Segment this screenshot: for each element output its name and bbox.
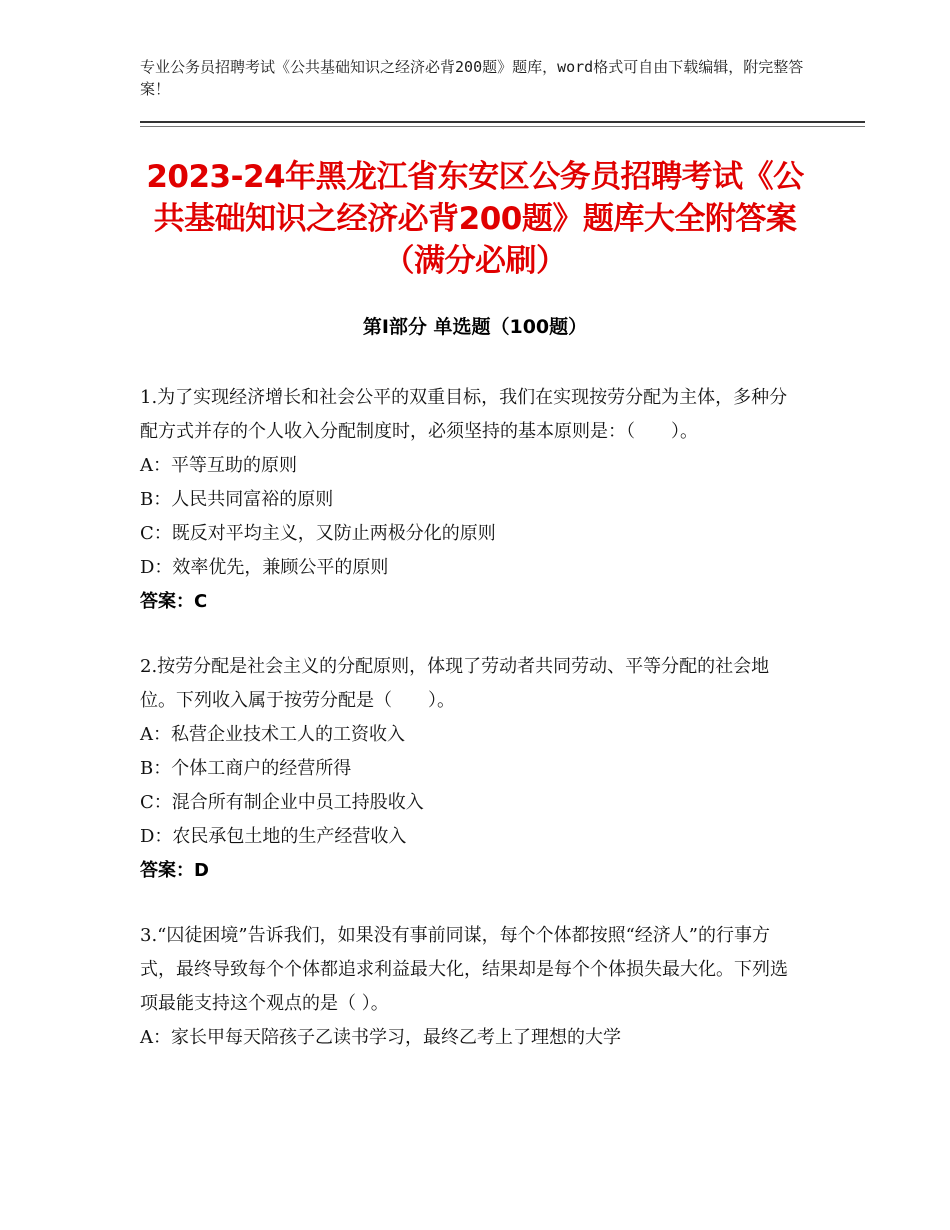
answer: 答案：C [140, 591, 208, 612]
question-text: 2.按劳分配是社会主义的分配原则，体现了劳动者共同劳动、平等分配的社会地位。下列收入属于按劳分配是（ ）。 [140, 656, 770, 711]
option-d: D：效率优先，兼顾公平的原则 [140, 557, 389, 578]
question-text: 3.“囚徒困境”告诉我们，如果没有事前同谋，每个个体都按照“经济人”的行事方式，最终导致每个个体都追求利益最大化，结果却是每个个体损失最大化。下列选项最能支持这个观点的是（ ）。 [140, 925, 788, 1014]
option-c: C：既反对平均主义，又防止两极分化的原则 [140, 523, 496, 544]
header-note: 专业公务员招聘考试《公共基础知识之经济必背200题》题库，word格式可自由下载编辑，附完整答案！ [140, 58, 804, 98]
option-c: C：混合所有制企业中员工持股收入 [140, 792, 424, 813]
question-list [140, 381, 795, 1086]
option-a: A：平等互助的原则 [140, 455, 297, 476]
section-heading: 第Ⅰ部分 单选题（100题） [362, 316, 588, 338]
question-1 [140, 381, 795, 619]
option-b: B：个体工商户的经营所得 [140, 758, 352, 779]
option-b: B：人民共同富裕的原则 [140, 489, 334, 510]
question-text: 1.为了实现经济增长和社会公平的双重目标，我们在实现按劳分配为主体，多种分配方式并存的个人收入分配制度时，必须坚持的基本原则是：（ ）。 [140, 387, 788, 442]
option-d: D：农民承包土地的生产经营收入 [140, 826, 407, 847]
header-divider-thin [140, 126, 865, 127]
document-title: 2023-24年黑龙江省东安区公务员招聘考试《公共基础知识之经济必背200题》题库大全附答案（满分必刷） [146, 159, 804, 279]
option-a: A：私营企业技术工人的工资收入 [140, 724, 405, 745]
answer: 答案：D [140, 860, 209, 881]
option-a: A：家长甲每天陪孩子乙读书学习，最终乙考上了理想的大学 [140, 1027, 621, 1048]
question-3 [140, 919, 795, 1055]
question-2 [140, 650, 795, 888]
header-divider [140, 121, 865, 123]
